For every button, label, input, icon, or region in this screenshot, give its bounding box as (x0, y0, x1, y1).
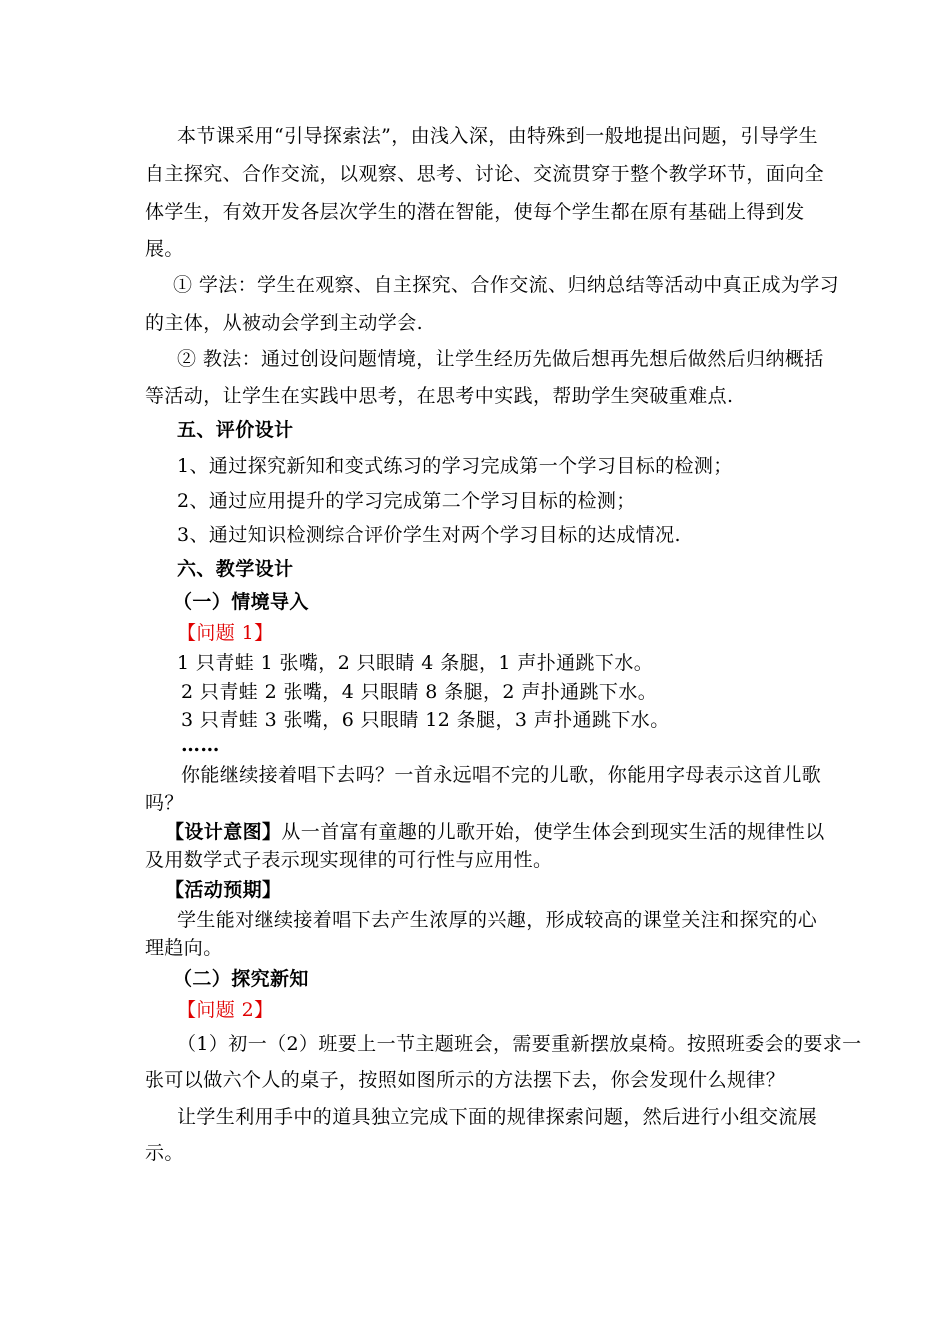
design-intent-line (165, 820, 825, 844)
study-method-line: ① 学法：学生在观察、自主探究、合作交流、归纳总结等活动中真正成为学习 (173, 274, 840, 296)
evaluation-item: 2、通过应用提升的学习完成第二个学习目标的检测； (177, 490, 636, 512)
expectation-line: 理趋向。 (145, 937, 223, 959)
teaching-method-line: 等活动，让学生在实践中思考，在思考中实践，帮助学生突破重难点. (145, 385, 734, 407)
question-text: 你能继续接着唱下去吗？一首永远唱不完的儿歌，你能用字母表示这首儿歌 (181, 764, 822, 786)
question-label: 【问题 2】 (177, 999, 274, 1021)
section-heading: 六、教学设计 (177, 558, 294, 580)
study-method-line: 的主体，从被动会学到主动学会. (145, 312, 424, 334)
evaluation-item: 1、通过探究新知和变式练习的学习完成第一个学习目标的检测； (177, 455, 733, 477)
activity-expectation-label: 【活动预期】 (165, 879, 282, 901)
paragraph-line: 展。 (145, 238, 184, 260)
section-heading: 五、评价设计 (177, 419, 294, 441)
design-intent-label: 【设计意图】 (165, 821, 282, 843)
design-intent-line: 及用数学式子表示现实现律的可行性与应用性。 (145, 849, 553, 871)
question-text: （1）初一（2）班要上一节主题班会，需要重新摆放桌椅。按照班委会的要求一 (177, 1033, 862, 1055)
design-intent-text: 从一首富有童趣的儿歌开始，使学生体会到现实生活的规律性以 (281, 821, 825, 843)
paragraph-line: 本节课采用“引导探索法”，由浅入深，由特殊到一般地提出问题，引导学生 (177, 125, 819, 147)
teaching-method-line: ② 教法：通过创设问题情境，让学生经历先做后想再先想后做然后归纳概括 (177, 348, 824, 370)
question-label: 【问题 1】 (177, 622, 274, 644)
song-line: 2 只青蛙 2 张嘴，4 只眼睛 8 条腿，2 声扑通跳下水。 (181, 681, 658, 703)
paragraph-line: 自主探究、合作交流，以观察、思考、讨论、交流贯穿于整个教学环节，面向全 (145, 163, 825, 185)
evaluation-item: 3、通过知识检测综合评价学生对两个学习目标的达成情况. (177, 524, 681, 546)
song-line: 1 只青蛙 1 张嘴，2 只眼睛 4 条腿，1 声扑通跳下水。 (177, 652, 654, 674)
question-text: 吗？ (145, 792, 184, 814)
paragraph-line: 体学生，有效开发各层次学生的潜在智能，使每个学生都在原有基础上得到发 (145, 201, 805, 223)
expectation-line: 学生能对继续接着唱下去产生浓厚的兴趣，形成较高的课堂关注和探究的心 (177, 909, 818, 931)
subsection-heading: （二）探究新知 (173, 968, 309, 990)
song-line: 3 只青蛙 3 张嘴，6 只眼睛 12 条腿，3 声扑通跳下水。 (181, 709, 670, 731)
task-line: 让学生利用手中的道具独立完成下面的规律探索问题，然后进行小组交流展 (177, 1106, 818, 1128)
question-text: 张可以做六个人的桌子，按照如图所示的方法摆下去，你会发现什么规律？ (145, 1069, 786, 1091)
ellipsis: …… (181, 734, 220, 756)
task-line: 示。 (145, 1142, 184, 1164)
subsection-heading: （一）情境导入 (173, 591, 309, 613)
